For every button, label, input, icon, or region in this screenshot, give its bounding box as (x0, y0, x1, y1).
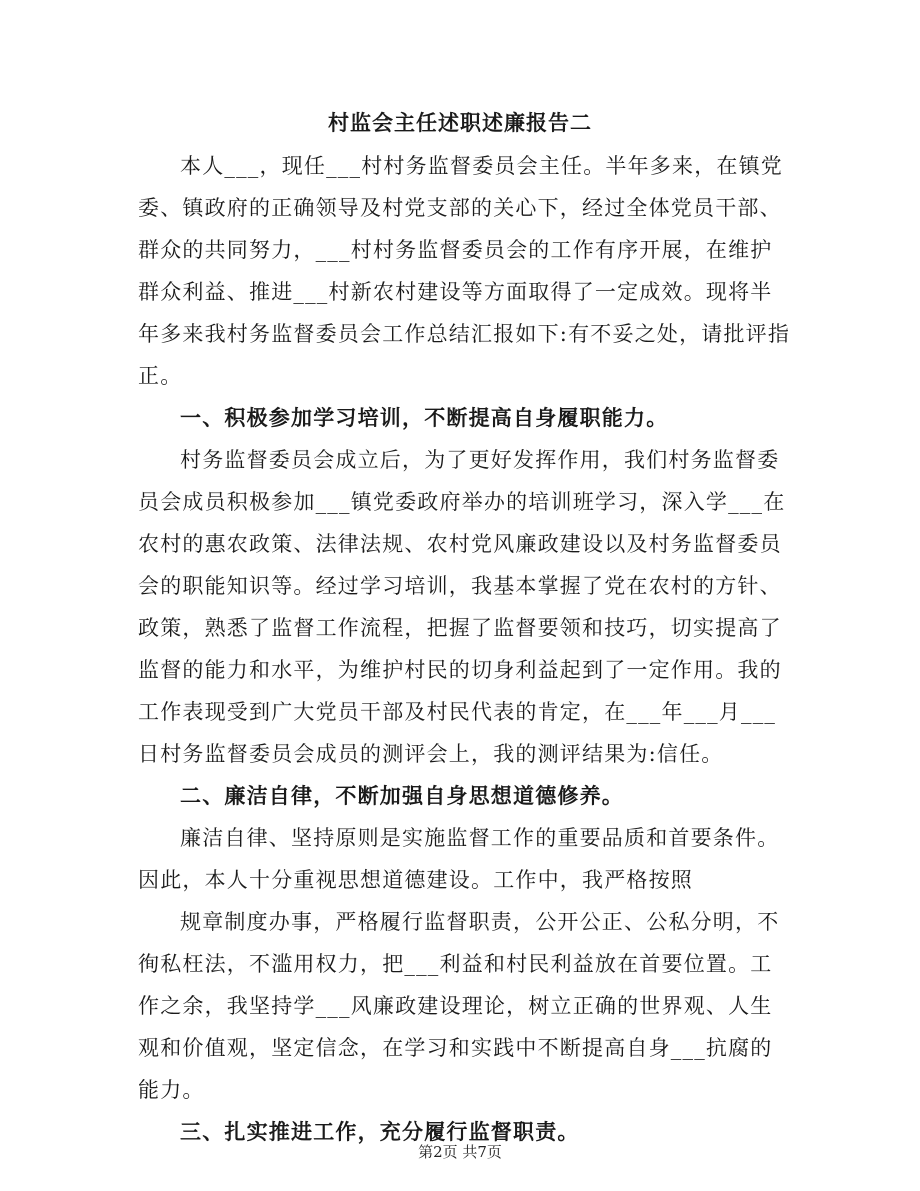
document-body (138, 145, 792, 1153)
section-heading-2: 二、廉洁自律，不断加强自身思想道德修养。 (180, 784, 624, 808)
section-2-paragraph-a: 廉洁自律、坚持原则是实施监督工作的重要品质和首要条件。因此，本人十分重视思想道德建设。工作中，我严格按照 (138, 826, 780, 892)
page-number: 第2页 共7页 (418, 1143, 502, 1161)
document-title: 村监会主任述职述廉报告二 (328, 110, 592, 135)
section-heading-3: 三、扎实推进工作，充分履行监督职责。 (180, 1120, 580, 1144)
section-2-paragraph-b: 规章制度办事，严格履行监督职责，公开公正、公私分明，不徇私枉法，不滥用权力，把___利益和村民利益放在首要位置。工作之余，我坚持学___风廉政建设理论，树立正确的世界观、人生观和价值观，坚定信念，在学习和实践中不断提高自身___抗腐的能力。 (138, 910, 780, 1102)
intro-paragraph: 本人___，现任___村村务监督委员会主任。半年多来，在镇党委、镇政府的正确领导及村党支部的关心下，经过全体党员干部、群众的共同努力，___村村务监督委员会的工作有序开展，在维护群众利益、推进___村新农村建设等方面取得了一定成效。现将半年多来我村务监督委员会工作总结汇报如下:有不妥之处，请批评指正。 (138, 154, 791, 388)
section-heading-1: 一、积极参加学习培训，不断提高自身履职能力。 (180, 406, 669, 430)
section-1-paragraph: 村务监督委员会成立后，为了更好发挥作用，我们村务监督委员会成员积极参加___镇党委政府举办的培训班学习，深入学___在农村的惠农政策、法律法规、农村党风廉政建设以及村务监督委员会的职能知识等。经过学习培训，我基本掌握了党在农村的方针、政策，熟悉了监督工作流程，把握了监督要领和技巧，切实提高了监督的能力和水平，为维护村民的切身利益起到了一定作用。我的工作表现受到广大党员干部及村民代表的肯定，在___年___月___日村务监督委员会成员的测评会上，我的测评结果为:信任。 (138, 448, 786, 766)
